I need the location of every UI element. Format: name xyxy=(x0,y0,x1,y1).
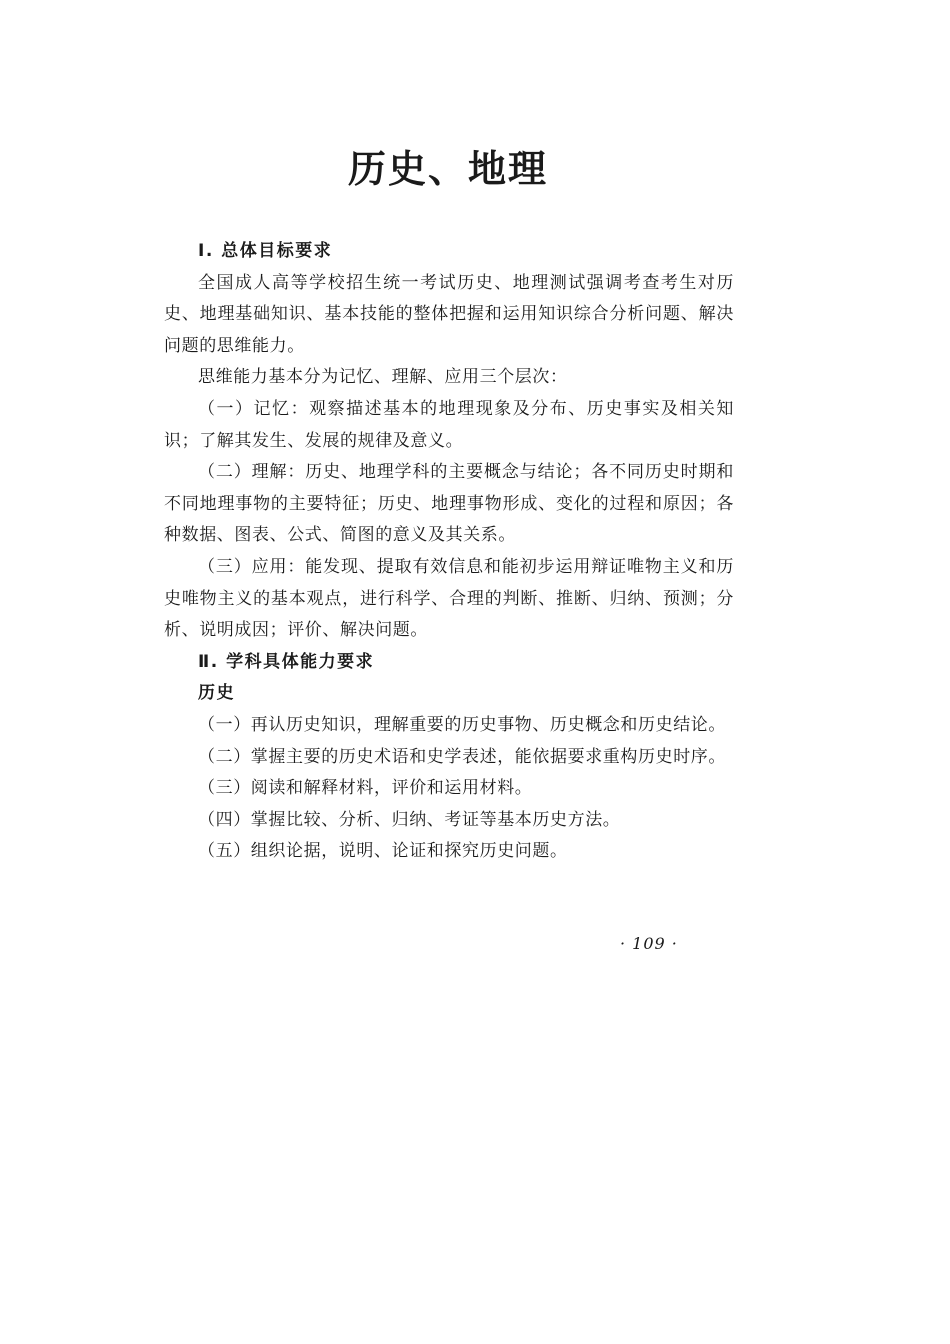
section-heading-overall-goals: Ⅰ. 总体目标要求 xyxy=(198,241,333,261)
page-number: · 109 · xyxy=(620,934,678,953)
history-item-3: （三）阅读和解释材料，评价和运用材料。 xyxy=(198,778,533,799)
history-item-4: （四）掌握比较、分析、归纳、考证等基本历史方法。 xyxy=(198,809,621,830)
subsection-heading-history: 历史 xyxy=(198,683,235,704)
paragraph-understanding: （二）理解：历史、地理学科的主要概念与结论；各不同历史时期和不同地理事物的主要特征；历史、地理事物形成、变化的过程和原因；各种数据、图表、公式、简图的意义及其关系。 xyxy=(164,462,734,546)
history-item-2: （二）掌握主要的历史术语和史学表述，能依据要求重构历史时序。 xyxy=(198,746,726,767)
paragraph-intro: 全国成人高等学校招生统一考试历史、地理测试强调考查考生对历史、地理基础知识、基本技能的整体把握和运用知识综合分析问题、解决问题的思维能力。 xyxy=(164,272,734,356)
paragraph-application: （三）应用：能发现、提取有效信息和能初步运用辩证唯物主义和历史唯物主义的基本观点，进行科学、合理的判断、推断、归纳、预测；分析、说明成因；评价、解决问题。 xyxy=(164,556,734,641)
history-item-5: （五）组织论据，说明、论证和探究历史问题。 xyxy=(198,841,568,862)
page-title: 历史、地理 xyxy=(347,146,548,191)
section-heading-subject-abilities: Ⅱ. 学科具体能力要求 xyxy=(198,651,375,672)
paragraph-levels: 思维能力基本分为记忆、理解、应用三个层次： xyxy=(198,367,568,388)
document-body xyxy=(164,236,734,868)
history-item-1: （一）再认历史知识，理解重要的历史事物、历史概念和历史结论。 xyxy=(198,714,726,735)
paragraph-memory: （一）记忆：观察描述基本的地理现象及分布、历史事实及相关知识；了解其发生、发展的规律及意义。 xyxy=(164,398,734,451)
